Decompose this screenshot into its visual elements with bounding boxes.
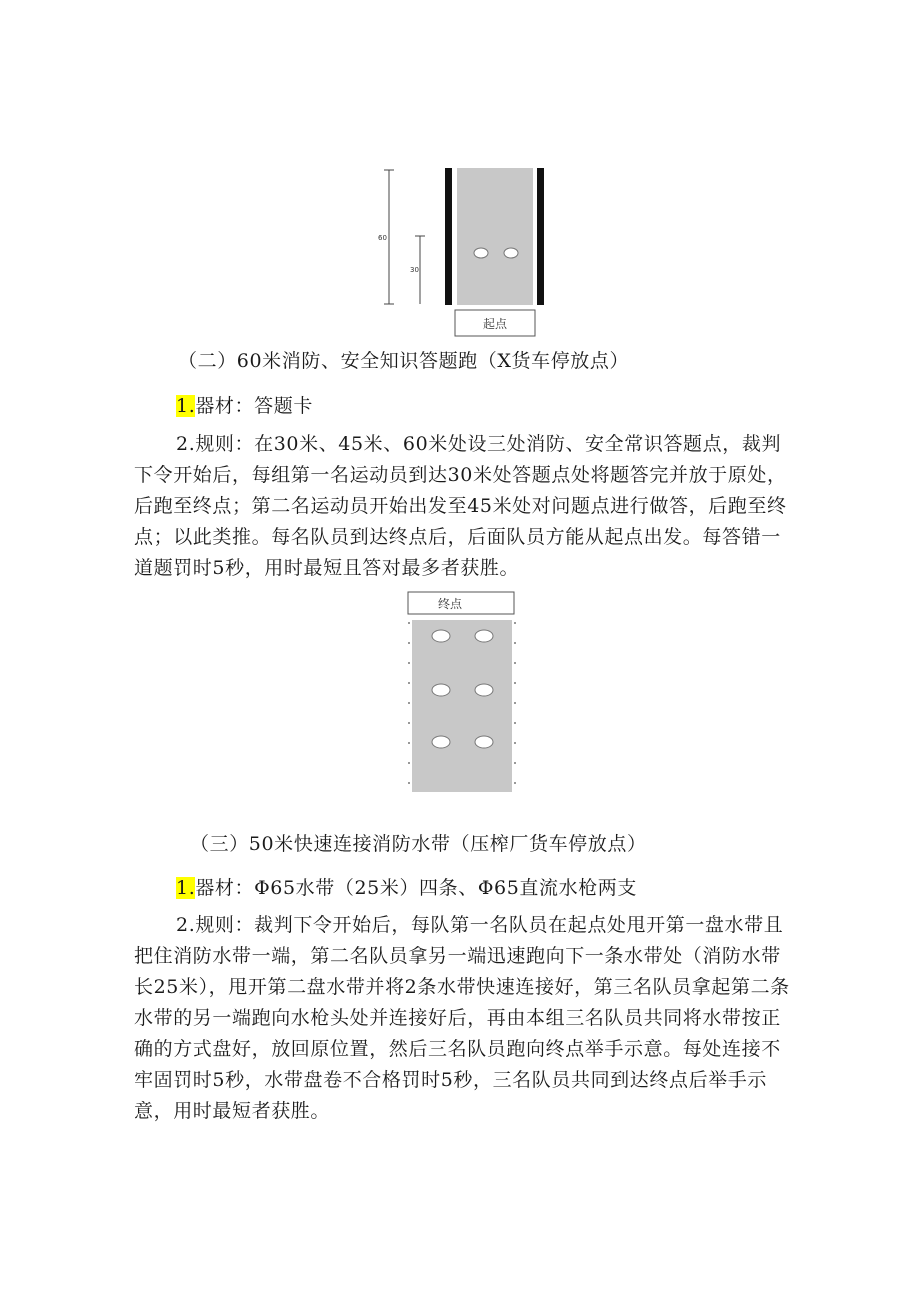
start-box-label: 起点: [482, 317, 508, 331]
track-diagram-1: [375, 160, 555, 340]
section2-heading: （二）60米消防、安全知识答题跑（X货车停放点）: [178, 350, 630, 372]
track-diagram-2: [404, 590, 520, 796]
marker-cone: [432, 684, 450, 696]
section3-equipment: [176, 876, 637, 900]
track-lane: [412, 620, 512, 792]
section3-equipment-number: 1.: [176, 877, 196, 899]
track-side-bar-left: [445, 168, 452, 305]
marker-cone: [475, 736, 493, 748]
section3-heading: （三）50米快速连接消防水带（压榨厂货车停放点）: [190, 833, 647, 855]
marker-cone: [475, 684, 493, 696]
track-lane: [457, 168, 533, 305]
section2-equipment-text: 器材：答题卡: [195, 395, 313, 417]
end-box-label: 终点: [438, 597, 463, 611]
marker-cone: [432, 736, 450, 748]
section2-rules: [134, 429, 794, 584]
marker-cone: [474, 248, 488, 258]
section2-equipment: [176, 394, 313, 418]
marker-cone: [504, 248, 518, 258]
section3-rules: [134, 910, 794, 1127]
dimension-label-long: 60: [378, 234, 387, 242]
section3-rules-text: 2.规则：裁判下令开始后，每队第一名队员在起点处甩开第一盘水带且把住消防水带一端，第二名队员拿另一端迅速跑向下一条水带处（消防水带长25米），甩开第二盘水带并将2条水带快速连接好，第三名队员拿起第二条水带的另一端跑向水枪头处并连接好后，再由本组三名队员共同将水带按正确的方式盘好，放回原位置，然后三名队员跑向终点举手示意。每处连接不牢固罚时5秒，水带盘卷不合格罚时5秒，三名队员共同到达终点后举手示意，用时最短者获胜。: [134, 914, 790, 1122]
section2-rules-text: 2.规则：在30米、45米、60米处设三处消防、安全常识答题点，裁判下令开始后，每组第一名运动员到达30米处答题点处将题答完并放于原处，后跑至终点；第二名运动员开始出发至45米处对问题点进行做答，后跑至终点；以此类推。每名队员到达终点后，后面队员方能从起点出发。每答错一道题罚时5秒，用时最短且答对最多者获胜。: [134, 433, 787, 579]
marker-cone: [432, 630, 450, 642]
marker-cone: [475, 630, 493, 642]
section3-equipment-text: 器材：Φ65水带（25米）四条、Φ65直流水枪两支: [195, 877, 638, 899]
section2-equipment-number: 1.: [176, 395, 196, 417]
track-side-bar-right: [537, 168, 544, 305]
dimension-label-short: 30: [410, 266, 419, 274]
